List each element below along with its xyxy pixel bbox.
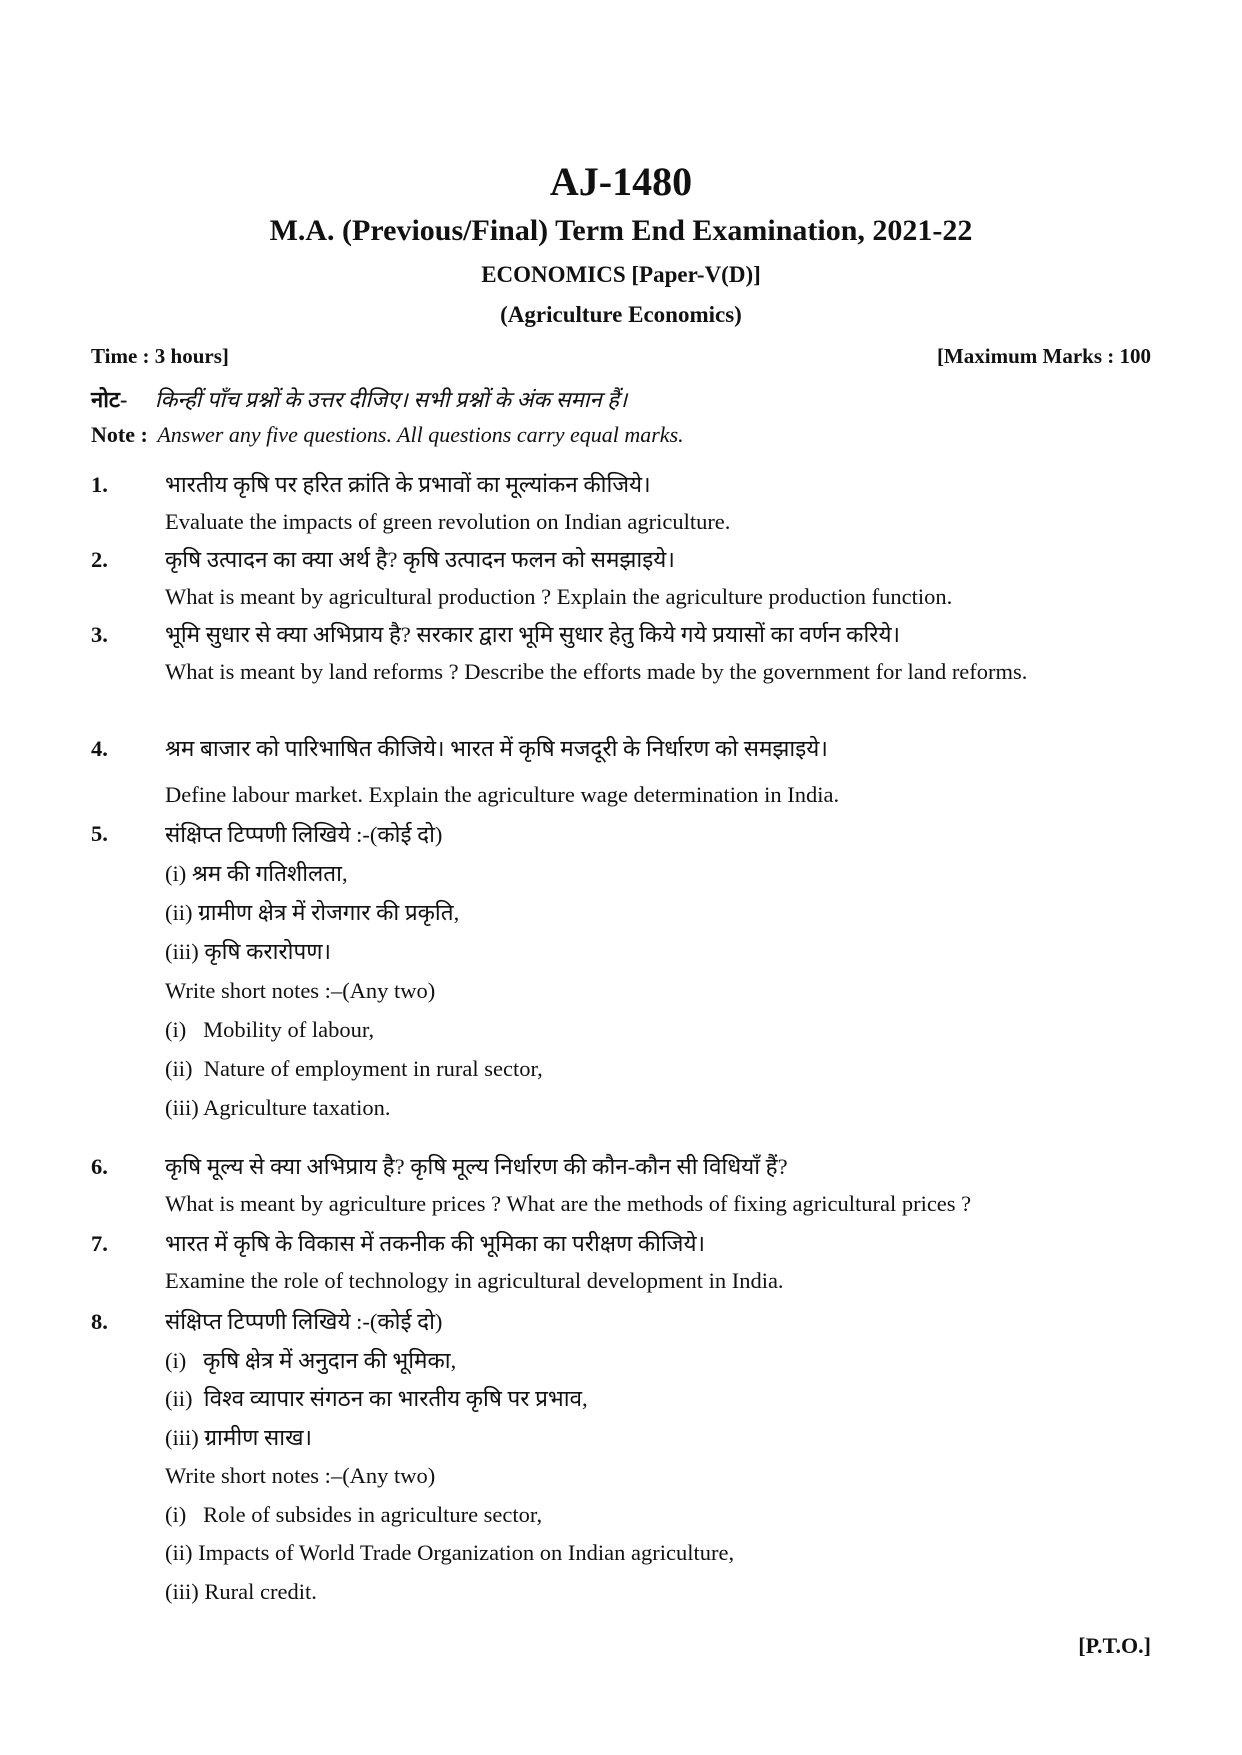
paper-subtitle: (Agriculture Economics) [500,302,742,327]
question-text-english: What is meant by agriculture prices ? What are the methods of fixing agricultural prices ? [165,1191,972,1216]
sub-item: (iii) Agriculture taxation. [165,1095,391,1120]
note-hindi-label: नोट- [91,387,128,412]
sub-item: (i) Role of subsides in agriculture sector, [165,1501,543,1527]
sub-item: (i) श्रम की गतिशीलता, [165,861,348,886]
question-text-english: Define labour market. Explain the agriculture wage determination in India. [165,782,840,807]
question-text-english: Write short notes :–(Any two) [165,978,436,1003]
note-english-text: Answer any five questions. All questions carry equal marks. [157,422,684,447]
question-text-english: Write short notes :–(Any two) [165,1463,436,1488]
question-text-hindi: संक्षिप्त टिप्पणी लिखिये :-(कोई दो) [165,822,443,847]
time-allowed: Time : 3 hours] [91,344,229,368]
question-text-hindi: भारत में कृषि के विकास में तकनीक की भूमिका का परीक्षण कीजिये। [165,1231,706,1256]
question-number: 5. [91,821,108,846]
question-body [165,616,1151,690]
question-text-english: What is meant by agricultural production ? Explain the agriculture production function. [165,584,953,609]
question-text-hindi: कृषि मूल्य से क्या अभिप्राय है? कृषि मूल्य निर्धारण की कौन-कौन सी विधियाँ हैं? [165,1154,788,1179]
note-english [91,422,684,448]
question-body [165,541,1151,615]
note-hindi [91,384,627,414]
paper-code: AJ-1480 [549,159,693,204]
exam-title: M.A. (Previous/Final) Term End Examination, 2021-22 [269,214,973,247]
sub-item: (iii) कृषि करारोपण। [165,939,332,964]
question-number: 8. [91,1309,108,1334]
question-body [165,730,1151,813]
question-text-hindi: भूमि सुधार से क्या अभिप्राय है? सरकार द्वारा भूमि सुधार हेतु किये गये प्रयासों का वर्णन करिये। [165,622,901,647]
question-number: 7. [91,1231,108,1256]
sub-item: (ii) Nature of employment in rural sector, [165,1056,543,1081]
question-body [165,466,1151,540]
question-text-hindi: भारतीय कृषि पर हरित क्रांति के प्रभावों का मूल्यांकन कीजिये। [165,472,651,497]
sub-item: (ii) ग्रामीण क्षेत्र में रोजगार की प्रकृति, [165,900,460,925]
question-body [165,1303,1151,1611]
sub-item: (iii) ग्रामीण साख। [165,1424,313,1450]
question-text-english: Examine the role of technology in agricultural development in India. [165,1268,784,1293]
note-hindi-text: किन्हीं पाँच प्रश्नों के उत्तर दीजिए। सभी प्रश्नों के अंक समान हैं। [154,387,628,412]
maximum-marks: [Maximum Marks : 100 [936,344,1151,368]
question-text-hindi: कृषि उत्पादन का क्या अर्थ है? कृषि उत्पादन फलन को समझाइये। [165,547,675,572]
sub-item: (ii) विश्व व्यापार संगठन का भारतीय कृषि पर प्रभाव, [165,1386,588,1411]
question-text-hindi: श्रम बाजार को पारिभाषित कीजिये। भारत में कृषि मजदूरी के निर्धारण को समझाइये। [165,736,828,761]
sub-item: (ii) Impacts of World Trade Organization on Indian agriculture, [165,1540,735,1565]
sub-item: (i) कृषि क्षेत्र में अनुदान की भूमिका, [165,1347,457,1373]
sub-item: (i) Mobility of labour, [165,1017,375,1042]
question-number: 1. [91,472,108,497]
sub-item: (iii) Rural credit. [165,1578,317,1604]
question-number: 6. [91,1154,108,1179]
question-number: 4. [91,736,108,761]
question-body [165,1225,1151,1299]
question-body [165,815,1151,1127]
question-text-english: What is meant by land reforms ? Describe the efforts made by the government for land reforms. [165,659,1028,684]
question-number: 3. [91,622,108,647]
question-text-hindi: संक्षिप्त टिप्पणी लिखिये :-(कोई दो) [165,1309,443,1334]
please-turn-over: [P.T.O.] [1078,1633,1151,1658]
subject-title: ECONOMICS [Paper-V(D)] [481,262,761,287]
question-text-english: Evaluate the impacts of green revolution on Indian agriculture. [165,509,731,534]
question-body [165,1148,1151,1222]
question-number: 2. [91,547,108,572]
note-english-label: Note : [91,422,148,447]
